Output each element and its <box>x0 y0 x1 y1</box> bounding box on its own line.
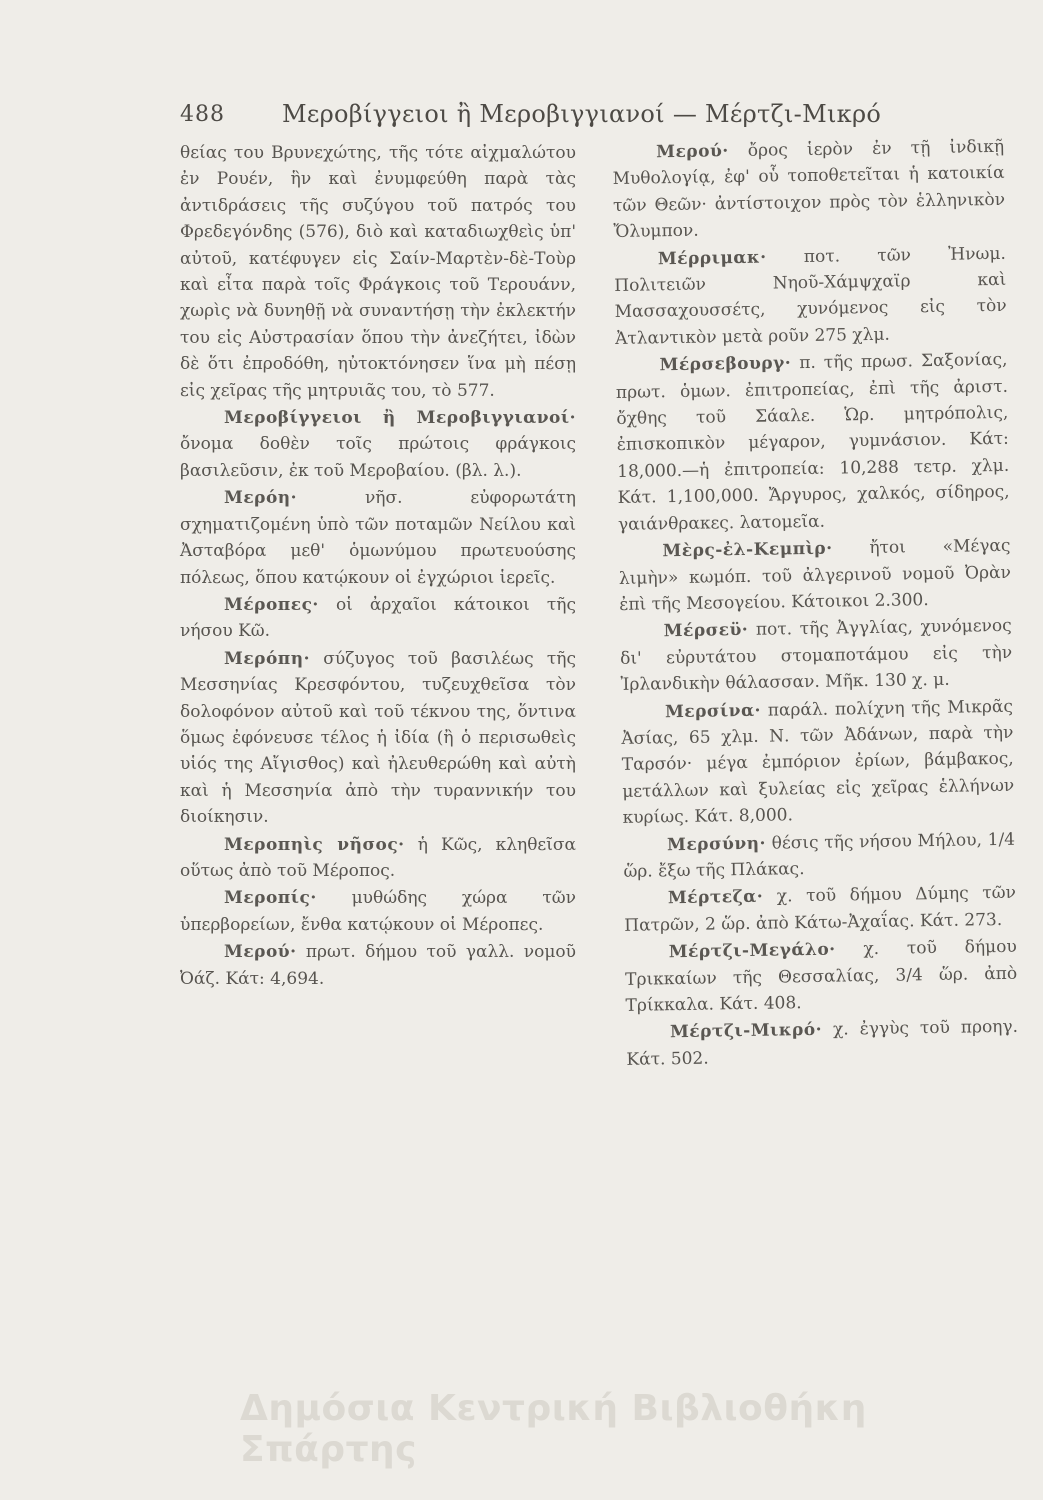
dictionary-entry <box>626 1014 1019 1073</box>
entry-headword: Μερού· <box>656 141 729 163</box>
entry-headword: Μὲρς-ἐλ-Κεμπὶρ· <box>662 538 833 562</box>
dictionary-entry <box>180 140 576 404</box>
entry-text: ἤτοι «Μέγας λιμὴν» κωμόπ. τοῦ ἀλγερινοῦ νομοῦ Ὀρὰν ἐπὶ τῆς Μεσογείου. Κάτοικοι 2.300. <box>618 535 1011 615</box>
entry-headword: Μερσίνα· <box>664 700 762 722</box>
entry-headword: Μέρριμακ· <box>657 247 767 269</box>
entry-headword: Μεροπηὶς νῆσος· <box>224 834 405 855</box>
dictionary-entry <box>615 347 1010 538</box>
entry-text: θέσις τῆς νήσου Μήλου, 1/4 ὥρ. ἔξω τῆς Πλάκας. <box>623 829 1016 882</box>
entry-text: π. τῆς πρωσ. Σαξονίας, πρωτ. ὁμων. ἐπιτροπείας, ἐπὶ τῆς ἀριστ. ὄχθης τοῦ Σάαλε. Ὡρ. μητρόπολις, ἐπισκοπικὸν μέγαρον, γυμνάσιον. Κάτ: 18,000.—ἡ ἐπιτροπεία: 10,288 τετρ. χλμ. Κάτ. 1,100,000. Ἄργυρος, χαλκός, σίδηρος, γαιάνθρακες. λατομεῖα. <box>615 350 1010 535</box>
page-header <box>0 96 1043 136</box>
entry-text: ὄνομα δοθὲν τοῖς πρώτοις φράγκοις βασιλεῦσιν, ἐκ τοῦ Μεροβαίου. (βλ. λ.). <box>180 434 576 481</box>
entry-headword: Μερόπη· <box>224 648 311 669</box>
right-column <box>612 134 1019 1073</box>
dictionary-entry <box>624 880 1017 939</box>
entry-headword: Μερσύνη· <box>666 833 767 855</box>
dictionary-entry <box>180 885 576 938</box>
entry-text: μυθώδης χώρα τῶν ὑπερβορείων, ἔνθα κατῴκουν οἱ Μέροπες. <box>180 888 576 935</box>
dictionary-entry <box>180 832 576 885</box>
entry-headword: Μερού· <box>224 942 297 963</box>
running-title: Μεροβίγγειοι ἢ Μεροβιγγιανοί — Μέρτζι-Μικρό <box>282 100 882 128</box>
entry-text: σύζυγος τοῦ βασιλέως τῆς Μεσσηνίας Κρεσφόντου, τυζευχθεῖσα τὸν δολοφόνον αὐτοῦ καὶ τοῦ τέκνου της, ὅντινα ὅμως ἐφόνευσε τέλος ἡ ἰδία (ἢ ὁ περισωθεὶς υἱός της Αἴγισθος) καὶ ἠλευθερώθη καὶ αὐτὴ καὶ ἡ Μεσσηνία ἀπὸ τὴν τυραννικήν του διοίκησιν. <box>180 648 576 828</box>
entry-text: νῆσ. εὐφορωτάτη σχηματιζομένη ὑπὸ τῶν ποταμῶν Νείλου καὶ Ἀσταβόρα μεθ' ὁμωνύμου πρωτευούσης πόλεως, ὅπου κατῴκουν οἱ ἐγχώριοι ἱερεῖς. <box>180 488 576 588</box>
entry-headword: Μέρτζι-Μεγάλο· <box>668 939 836 963</box>
dictionary-entry <box>180 939 576 992</box>
entry-text: θείας του Βρυνεχώτης, τῆς τότε αἰχμαλώτου ἐν Ρουέν, ἣν καὶ ἐνυμφεύθη παρὰ τὰς ἀντιδράσεις τῆς συζύγου τοῦ πατρός του Φρεδεγόνδης (576), διὸ καὶ καταδιωχθεὶς ὑπ' αὐτοῦ, κατέφυγεν εἰς Σαίν-Μαρτὲν-δὲ-Τοὺρ καὶ εἶτα παρὰ τοῖς Φράγκοις τοῦ Τερουάνν, χωρὶς νὰ δυνηθῇ νὰ συναντήσῃ τὴν ἐκλεκτήν του εἰς Αὐστρασίαν ὅπου τὴν ἀνεζήτει, ἰδὼν δὲ ὅτι ἐπροδόθη, ηὐτοκτόνησεν ἵνα μὴ πέσῃ εἰς χεῖρας τῆς μητρυιᾶς του, τὸ 577. <box>180 143 576 401</box>
dictionary-entry <box>612 134 1006 246</box>
dictionary-entry <box>180 646 576 831</box>
entry-headword: Μέρτζι-Μικρό· <box>669 1020 823 1043</box>
entry-text: χ. ἐγγὺς τοῦ προηγ. Κάτ. 502. <box>626 1017 1019 1070</box>
left-column <box>180 140 576 992</box>
entry-text: πρωτ. δήμου τοῦ γαλλ. νομοῦ Ὀάζ. Κάτ: 4,694. <box>180 942 576 989</box>
entry-headword: Μέρσεϋ· <box>663 620 749 642</box>
dictionary-entry <box>180 405 576 484</box>
entry-headword: Μερόη· <box>224 488 298 509</box>
dictionary-entry <box>180 485 576 591</box>
dictionary-entry <box>620 613 1013 698</box>
entry-text: χ. τοῦ δήμου Τρικκαίων τῆς Θεσσαλίας, 3/4 ὥρ. ἀπὸ Τρίκκαλα. Κάτ. 408. <box>625 936 1018 1016</box>
entry-text: ποτ. τῶν Ἠνωμ. Πολιτειῶν Νηοῦ-Χάμψχαϊρ καὶ Μασσαχουσσέτς, χυνόμενος εἰς τὸν Ἀτλαντικὸν μετὰ ροῦν 275 χλμ. <box>614 243 1007 349</box>
entry-text: οἱ ἀρχαῖοι κάτοικοι τῆς νήσου Κῶ. <box>180 594 576 642</box>
entry-headword: Μέρσεβουργ· <box>659 353 792 376</box>
entry-text: παράλ. πολίχνη τῆς Μικρᾶς Ἀσίας, 65 χλμ. Ν. τῶν Ἀδάνων, παρὰ τὴν Ταρσόν· μέγα ἐμπόριον ἐρίων, βάμβακος, μετάλλων καὶ ξυλείας εἰς χεῖρας ἑλλήνων κυρίως. Κάτ. 8,000. <box>621 696 1015 829</box>
entry-headword: Μεροπίς· <box>224 888 317 909</box>
entry-text: ὄρος ἱερὸν ἐν τῇ ἰνδικῇ Μυθολογίᾳ, ἐφ' οὗ τοποθετεῖται ἡ κατοικία τῶν Θεῶν· ἀντίστοιχον πρὸς τὸν ἑλληνικὸν Ὄλυμπον. <box>612 136 1006 243</box>
dictionary-entry <box>621 693 1015 831</box>
dictionary-entry <box>618 533 1011 618</box>
entry-headword: Μέροπες· <box>224 594 319 615</box>
entry-headword: Μεροβίγγειοι ἢ Μεροβιγγιανοί· <box>224 408 576 429</box>
entry-text: ποτ. τῆς Ἀγγλίας, χυνόμενος δι' εὐρυτάτου στομαποτάμου εἰς τὴν Ἰρλανδικὴν θάλασσαν. Μῆκ. 130 χ. μ. <box>619 616 1013 696</box>
dictionary-entry <box>180 592 576 645</box>
library-watermark: Δημόσια Κεντρική Βιβλιοθήκη Σπάρτης <box>240 1388 867 1470</box>
entry-text: χ. τοῦ δήμου Δύμης τῶν Πατρῶν, 2 ὥρ. ἀπὸ Κάτω-Ἀχαΐας. Κάτ. 273. <box>624 883 1017 936</box>
entry-text: ἡ Κῶς, κληθεῖσα οὕτως ἀπὸ τοῦ Μέροπος. <box>180 834 576 881</box>
dictionary-entry <box>625 934 1018 1019</box>
entry-headword: Μέρτεζα· <box>667 887 764 909</box>
dictionary-entry <box>614 240 1008 352</box>
page-number: 488 <box>180 102 225 127</box>
dictionary-entry <box>623 826 1016 885</box>
